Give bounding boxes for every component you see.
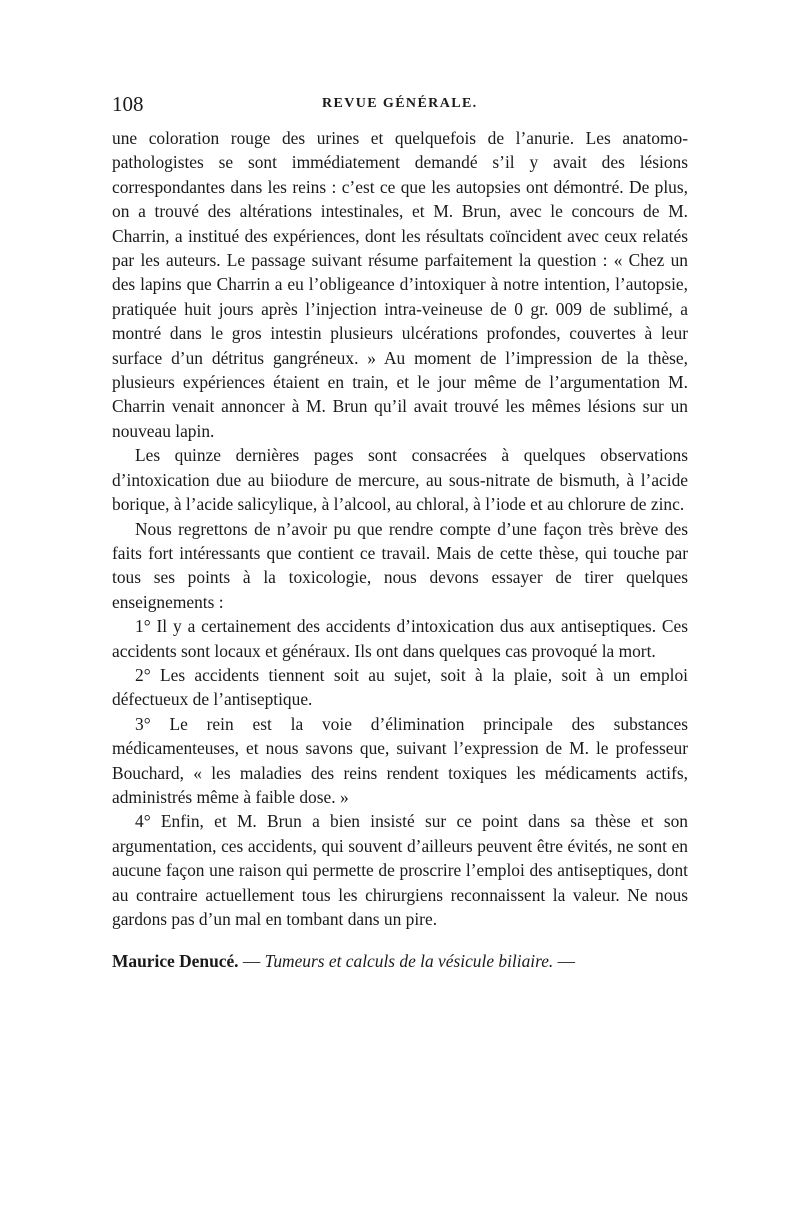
paragraph: 2° Les accidents tiennent soit au sujet, soit à la plaie, soit à un emploi défectueux de l’antiseptique. [112, 664, 688, 710]
page-header [112, 92, 688, 126]
trailing-dash: — [553, 951, 576, 972]
body-text [112, 126, 688, 931]
paragraph: 3° Le rein est la voie d’élimination principale des substances médicamenteuses, et nous savons que, suivant l’expression de M. le professeur Bouchard, « les maladies des reins rendent toxiques les médicaments actifs, administrés même à faible dose. » [112, 713, 688, 807]
page [112, 92, 688, 972]
article-title: Tumeurs et calculs de la vésicule biliaire. [264, 951, 554, 972]
page-number: 108 [112, 92, 144, 116]
separator: — [238, 951, 265, 972]
paragraph: 4° Enfin, et M. Brun a bien insisté sur ce point dans sa thèse et son argumentation, ces accidents, qui souvent d’ailleurs peuvent être évités, ne sont en aucune façon une raison qui permette de proscrire l’emploi des antiseptiques, dont au contraire actuellement tous les chirurgiens reconnaissent la valeur. Ne nous gardons pas d’un mal en tombant dans un pire. [112, 811, 688, 929]
paragraph: une coloration rouge des urines et quelquefois de l’anurie. Les anatomo-pathologistes se sont immédiatement demandé s’il y avait des lésions correspondantes dans les reins : c’est ce que les autopsies ont démontré. De plus, on a trouvé des altérations intestinales, et M. Brun, avec le concours de M. Charrin, a institué des expériences, dont les résultats coïncident avec ceux relatés par les auteurs. Le passage suivant résume parfaitement la question : « Chez un des lapins que Charrin a eu l’obligeance d’intoxiquer à notre intention, l’autopsie, pratiquée huit jours après l’injection intra-veineuse de 0 gr. 009 de sublimé, a montré dans le gros intestin plusieurs ulcérations profondes, couvertes à leur surface d’un détritus gangréneux. » Au moment de l’impression de la thèse, plusieurs expériences étaient en train, et le jour même de l’argumentation M. Charrin venait annoncer à M. Brun qu’il avait trouvé les mêmes lésions sur un nouveau lapin. [112, 128, 688, 441]
paragraph: Les quinze dernières pages sont consacrées à quelques observations d’intoxication due au biiodure de mercure, au sous-nitrate de bismuth, à l’acide borique, à l’acide salicylique, à l’alcool, au chloral, à l’iode et au chlorure de zinc. [112, 445, 688, 515]
author-name: Maurice Denucé. [112, 951, 239, 972]
next-article-heading [112, 951, 688, 972]
running-title: REVUE GÉNÉRALE. [322, 96, 478, 111]
paragraph: 1° Il y a certainement des accidents d’intoxication dus aux antiseptiques. Ces accidents sont locaux et généraux. Ils ont dans quelques cas provoqué la mort. [112, 616, 688, 661]
paragraph: Nous regrettons de n’avoir pu que rendre compte d’une façon très brève des faits fort intéressants que contient ce travail. Mais de cette thèse, qui touche par tous ses points à la toxicologie, nous devons essayer de tirer quelques enseignements : [112, 518, 688, 612]
